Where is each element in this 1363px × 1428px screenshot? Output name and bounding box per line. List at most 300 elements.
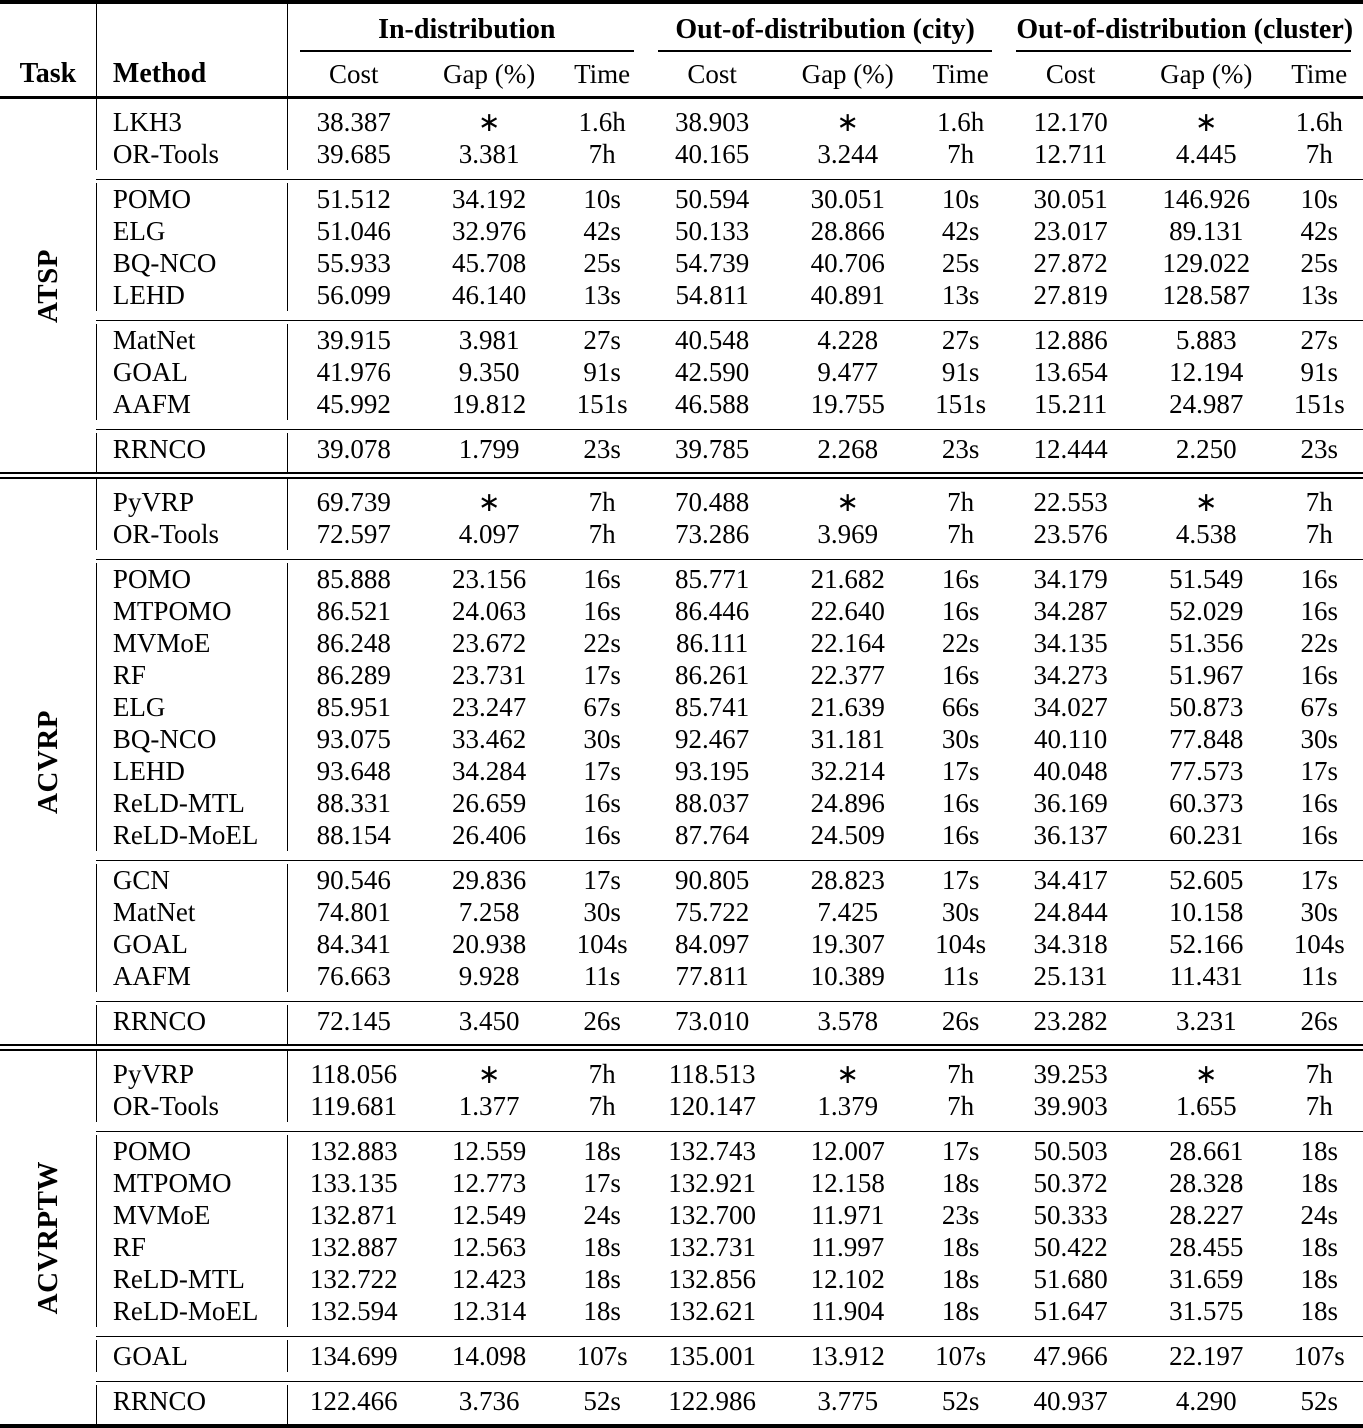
gap-value: 3.578 xyxy=(817,1006,879,1036)
time-value: 30s xyxy=(941,897,980,927)
rule-line xyxy=(96,1001,1363,1002)
cost-value: 34.135 xyxy=(1033,628,1108,658)
time-value: 27s xyxy=(583,325,621,355)
gap-value: 1.377 xyxy=(458,1091,520,1121)
gap-value: 29.836 xyxy=(452,865,527,895)
cost-value: 93.195 xyxy=(674,756,750,786)
method-name: RRNCO xyxy=(96,1385,287,1426)
cost-value: 132.856 xyxy=(668,1264,756,1294)
gap-value: 11.904 xyxy=(811,1296,885,1326)
gap-value: 77.573 xyxy=(1169,756,1244,786)
time-value: 26s xyxy=(583,1006,621,1036)
gap-column-header: Gap (%) xyxy=(1137,52,1276,98)
gap-value: 21.639 xyxy=(810,692,885,722)
gap-value: 12.158 xyxy=(810,1168,885,1198)
task-header-spacer xyxy=(0,2,96,52)
cost-value: 118.056 xyxy=(287,1050,420,1090)
task-label: ATSP xyxy=(31,248,64,323)
time-value: 18s xyxy=(941,1232,980,1262)
gap-value: ∗ xyxy=(836,487,859,517)
group-header-label: Out-of-distribution (city) xyxy=(658,6,993,52)
cost-value: 86.446 xyxy=(674,596,750,626)
rule-line xyxy=(96,1381,1363,1382)
cost-value: 135.001 xyxy=(668,1341,756,1371)
method-name: MatNet xyxy=(96,324,287,356)
cost-value: 86.248 xyxy=(287,627,420,659)
cost-value: 34.179 xyxy=(1033,564,1108,594)
gap-value: 23.672 xyxy=(452,628,527,658)
table-row xyxy=(0,928,1363,960)
table-row xyxy=(0,960,1363,992)
cost-value: 85.771 xyxy=(674,564,750,594)
gap-value: 4.290 xyxy=(1175,1386,1237,1416)
table-row xyxy=(0,1050,1363,1090)
gap-value: 40.891 xyxy=(810,280,885,310)
section-acvrp xyxy=(0,478,1363,1045)
cost-value: 74.801 xyxy=(287,896,420,928)
gap-value: 24.987 xyxy=(1169,389,1244,419)
section-atsp xyxy=(0,98,1363,474)
gap-value: 2.250 xyxy=(1175,434,1237,464)
gap-value: ∗ xyxy=(1194,487,1218,517)
time-value: 25s xyxy=(941,248,980,278)
gap-value: 3.736 xyxy=(458,1386,520,1416)
method-name: BQ-NCO xyxy=(96,723,287,755)
group-rule xyxy=(96,1122,1363,1135)
cost-value: 76.663 xyxy=(287,960,420,992)
method-name: ELG xyxy=(96,691,287,723)
method-name: GOAL xyxy=(96,356,287,388)
table-row xyxy=(0,1295,1363,1327)
task-cell xyxy=(0,98,96,474)
gap-value: 11.997 xyxy=(811,1232,885,1262)
gap-value: 24.063 xyxy=(452,596,527,626)
gap-value: 12.559 xyxy=(452,1136,527,1166)
cost-value: 40.110 xyxy=(1034,724,1108,754)
gap-value: 32.976 xyxy=(452,216,527,246)
table-row xyxy=(0,1135,1363,1167)
time-value: 16s xyxy=(941,660,980,690)
cost-value: 132.621 xyxy=(668,1296,756,1326)
group-rule-row xyxy=(0,311,1363,324)
time-value: 18s xyxy=(941,1296,980,1326)
cost-value: 86.289 xyxy=(287,659,420,691)
time-value: 13s xyxy=(1300,280,1339,310)
gap-value: 19.812 xyxy=(452,389,527,419)
table-row xyxy=(0,595,1363,627)
cost-value: 72.597 xyxy=(287,518,420,550)
time-value: 17s xyxy=(583,660,621,690)
time-value: 7h xyxy=(947,1059,975,1089)
time-value: 18s xyxy=(941,1168,980,1198)
time-value: 67s xyxy=(1300,692,1339,722)
method-name: GOAL xyxy=(96,1340,287,1372)
gap-value: 51.967 xyxy=(1169,660,1244,690)
gap-value: 3.775 xyxy=(817,1386,879,1416)
cost-value: 34.287 xyxy=(1033,596,1108,626)
time-value: 18s xyxy=(941,1264,980,1294)
gap-value: 23.247 xyxy=(452,692,527,722)
time-value: 27s xyxy=(1300,325,1339,355)
method-name: AAFM xyxy=(96,960,287,992)
table-row xyxy=(0,215,1363,247)
cost-value: 120.147 xyxy=(668,1091,756,1121)
method-name: ReLD-MTL xyxy=(96,1263,287,1295)
time-value: 10s xyxy=(941,184,980,214)
method-name: LKH3 xyxy=(96,98,287,139)
cost-value: 88.331 xyxy=(287,787,420,819)
time-value: 16s xyxy=(941,596,980,626)
time-value: 16s xyxy=(941,788,980,818)
time-value: 11s xyxy=(1301,961,1338,991)
group-header-label: In-distribution xyxy=(300,6,634,52)
gap-value: 1.655 xyxy=(1175,1091,1237,1121)
gap-value: 20.938 xyxy=(452,929,527,959)
method-name: OR-Tools xyxy=(96,518,287,550)
gap-value: 33.462 xyxy=(452,724,527,754)
time-value: 104s xyxy=(576,929,628,959)
time-value: 17s xyxy=(583,865,621,895)
method-header-spacer xyxy=(96,2,287,52)
column-header-row xyxy=(0,52,1363,98)
cost-value: 50.372 xyxy=(1033,1168,1108,1198)
group-rule xyxy=(96,851,1363,864)
cost-value: 25.131 xyxy=(1033,961,1108,991)
group-rule xyxy=(96,1372,1363,1385)
time-value: 7h xyxy=(1305,1059,1333,1089)
cost-value: 39.785 xyxy=(674,434,750,464)
time-value: 23s xyxy=(941,1200,980,1230)
table-row xyxy=(0,1090,1363,1122)
table-row xyxy=(0,755,1363,787)
cost-value: 132.871 xyxy=(287,1199,420,1231)
gap-value: 19.307 xyxy=(810,929,885,959)
cost-value: 15.211 xyxy=(1034,389,1108,419)
time-value: 66s xyxy=(941,692,980,722)
time-value: 25s xyxy=(1300,248,1339,278)
gap-value: 51.356 xyxy=(1169,628,1244,658)
time-value: 17s xyxy=(583,756,621,786)
cost-value: 77.811 xyxy=(675,961,749,991)
gap-value: 22.164 xyxy=(810,628,885,658)
time-value: 17s xyxy=(941,1136,980,1166)
table-row xyxy=(0,1199,1363,1231)
cost-value: 51.512 xyxy=(287,183,420,215)
time-value: 18s xyxy=(583,1136,621,1166)
cost-value: 39.915 xyxy=(287,324,420,356)
gap-value: 11.971 xyxy=(811,1200,885,1230)
time-value: 10s xyxy=(583,184,621,214)
time-value: 16s xyxy=(1300,820,1339,850)
cost-value: 27.819 xyxy=(1033,280,1108,310)
cost-value: 47.966 xyxy=(1033,1341,1108,1371)
gap-value: 24.509 xyxy=(810,820,885,850)
cost-value: 12.886 xyxy=(1033,325,1108,355)
gap-value: 46.140 xyxy=(452,280,527,310)
table-row xyxy=(0,183,1363,215)
method-name: OR-Tools xyxy=(96,138,287,170)
section-acvrptw xyxy=(0,1050,1363,1426)
cost-value: 54.739 xyxy=(674,248,750,278)
method-name: RF xyxy=(96,1231,287,1263)
group-rule-row xyxy=(0,170,1363,183)
time-value: 23s xyxy=(1300,434,1339,464)
time-value: 7h xyxy=(588,139,616,169)
gap-value: 4.445 xyxy=(1175,139,1237,169)
time-value: 52s xyxy=(583,1386,621,1416)
table-row xyxy=(0,279,1363,311)
gap-value: 40.706 xyxy=(810,248,885,278)
time-value: 30s xyxy=(1300,724,1339,754)
time-value: 104s xyxy=(935,929,987,959)
gap-value: ∗ xyxy=(836,107,859,137)
gap-value: 31.575 xyxy=(1169,1296,1244,1326)
cost-value: 23.017 xyxy=(1033,216,1108,246)
time-value: 13s xyxy=(941,280,980,310)
group-rule-row xyxy=(0,1122,1363,1135)
cost-value: 46.588 xyxy=(674,389,750,419)
gap-value: 12.102 xyxy=(810,1264,885,1294)
cost-value: 132.887 xyxy=(287,1231,420,1263)
cost-value: 69.739 xyxy=(287,478,420,518)
cost-value: 40.165 xyxy=(674,139,750,169)
cost-value: 40.048 xyxy=(1033,756,1108,786)
gap-value: 12.194 xyxy=(1169,357,1244,387)
cost-value: 90.546 xyxy=(287,864,420,896)
method-name: MTPOMO xyxy=(96,1167,287,1199)
cost-value: 88.154 xyxy=(287,819,420,851)
gap-value: 3.244 xyxy=(817,139,879,169)
gap-value: 52.166 xyxy=(1169,929,1244,959)
method-name: RF xyxy=(96,659,287,691)
time-value: 11s xyxy=(583,961,621,991)
cost-value: 51.046 xyxy=(287,215,420,247)
time-value: 16s xyxy=(1300,788,1339,818)
time-value: 16s xyxy=(941,820,980,850)
table-row xyxy=(0,324,1363,356)
gap-value: 12.773 xyxy=(452,1168,527,1198)
time-value: 7h xyxy=(1305,139,1333,169)
time-value: 18s xyxy=(1300,1264,1339,1294)
time-value: 7h xyxy=(947,487,975,517)
gap-value: 9.928 xyxy=(458,961,520,991)
time-value: 18s xyxy=(1300,1168,1339,1198)
time-value: 151s xyxy=(576,389,628,419)
group-rule-row xyxy=(0,851,1363,864)
gap-value: 26.659 xyxy=(452,788,527,818)
task-label: ACVRP xyxy=(31,709,64,814)
time-column-header: Time xyxy=(917,52,1004,98)
time-value: 16s xyxy=(583,788,621,818)
time-value: 1.6h xyxy=(937,107,985,137)
time-value: 18s xyxy=(1300,1296,1339,1326)
time-value: 24s xyxy=(583,1200,621,1230)
gap-value: 21.682 xyxy=(810,564,885,594)
cost-value: 50.333 xyxy=(1033,1200,1108,1230)
cost-value: 40.548 xyxy=(674,325,750,355)
gap-value: 28.823 xyxy=(810,865,885,895)
time-value: 13s xyxy=(583,280,621,310)
cost-value: 12.170 xyxy=(1033,107,1108,137)
method-name: MVMoE xyxy=(96,627,287,659)
method-name: BQ-NCO xyxy=(96,247,287,279)
time-value: 7h xyxy=(1305,1091,1333,1121)
time-value: 91s xyxy=(941,357,980,387)
cost-value: 92.467 xyxy=(674,724,750,754)
time-value: 16s xyxy=(1300,564,1339,594)
table-row xyxy=(0,691,1363,723)
cost-value: 27.872 xyxy=(1033,248,1108,278)
table-row xyxy=(0,356,1363,388)
method-name: MVMoE xyxy=(96,1199,287,1231)
method-name: RRNCO xyxy=(96,433,287,473)
gap-value: 4.538 xyxy=(1175,519,1237,549)
time-value: 7h xyxy=(588,1059,616,1089)
time-value: 67s xyxy=(583,692,621,722)
gap-value: 14.098 xyxy=(452,1341,527,1371)
cost-value: 87.764 xyxy=(674,820,750,850)
time-value: 7h xyxy=(947,519,975,549)
gap-value: 52.605 xyxy=(1169,865,1244,895)
time-value: 18s xyxy=(583,1264,621,1294)
time-value: 26s xyxy=(1300,1006,1339,1036)
time-value: 26s xyxy=(941,1006,980,1036)
table-row xyxy=(0,1385,1363,1426)
table-row xyxy=(0,98,1363,139)
gap-value: 5.883 xyxy=(1175,325,1237,355)
cost-value: 73.010 xyxy=(674,1006,750,1036)
cost-value: 118.513 xyxy=(668,1059,756,1089)
gap-value: 129.022 xyxy=(1162,248,1251,278)
cost-value: 84.097 xyxy=(674,929,750,959)
gap-value: ∗ xyxy=(477,107,501,137)
gap-value: 7.425 xyxy=(817,897,879,927)
time-value: 16s xyxy=(1300,596,1339,626)
gap-value: 3.969 xyxy=(817,519,879,549)
cost-value: 54.811 xyxy=(675,280,749,310)
method-name: ReLD-MoEL xyxy=(96,1295,287,1327)
cost-value: 34.417 xyxy=(1033,865,1108,895)
time-value: 52s xyxy=(1300,1386,1339,1416)
cost-column-header: Cost xyxy=(646,52,779,98)
gap-value: 12.549 xyxy=(452,1200,527,1230)
cost-value: 23.282 xyxy=(1033,1006,1108,1036)
table-row xyxy=(0,478,1363,518)
time-value: 16s xyxy=(941,564,980,594)
gap-value: 45.708 xyxy=(452,248,527,278)
gap-value: 4.228 xyxy=(817,325,879,355)
method-name: GOAL xyxy=(96,928,287,960)
time-value: 107s xyxy=(935,1341,987,1371)
time-value: 107s xyxy=(576,1341,628,1371)
time-value: 10s xyxy=(1300,184,1339,214)
cost-value: 51.680 xyxy=(1033,1264,1108,1294)
time-value: 1.6h xyxy=(578,107,626,137)
method-name: AAFM xyxy=(96,388,287,420)
gap-value: 11.431 xyxy=(1169,961,1243,991)
gap-value: 34.284 xyxy=(452,756,527,786)
time-value: 7h xyxy=(947,1091,975,1121)
cost-value: 84.341 xyxy=(287,928,420,960)
time-value: 151s xyxy=(1293,389,1345,419)
time-value: 17s xyxy=(941,865,980,895)
task-column-header: Task xyxy=(0,52,96,98)
rule-line xyxy=(96,1131,1363,1132)
table-row xyxy=(0,1167,1363,1199)
gap-value: 60.231 xyxy=(1169,820,1244,850)
cost-value: 38.387 xyxy=(287,98,420,139)
time-value: 16s xyxy=(583,564,621,594)
table-row xyxy=(0,864,1363,896)
gap-value: 28.661 xyxy=(1169,1136,1244,1166)
group-rule-row xyxy=(0,420,1363,433)
cost-value: 39.078 xyxy=(287,433,420,473)
cost-value: 22.553 xyxy=(1033,487,1108,517)
time-value: 24s xyxy=(1300,1200,1339,1230)
cost-value: 56.099 xyxy=(287,279,420,311)
table-row xyxy=(0,896,1363,928)
time-value: 52s xyxy=(941,1386,980,1416)
cost-value: 86.521 xyxy=(287,595,420,627)
gap-value: 9.477 xyxy=(817,357,879,387)
method-name: POMO xyxy=(96,563,287,595)
cost-value: 132.731 xyxy=(668,1232,756,1262)
cost-value: 39.253 xyxy=(1033,1059,1108,1089)
time-value: 16s xyxy=(583,820,621,850)
gap-value: 50.873 xyxy=(1169,692,1244,722)
gap-value: 3.231 xyxy=(1175,1006,1237,1036)
gap-value: 23.731 xyxy=(452,660,527,690)
table-row xyxy=(0,247,1363,279)
cost-column-header: Cost xyxy=(287,52,420,98)
time-value: 16s xyxy=(1300,660,1339,690)
group-rule xyxy=(96,1327,1363,1340)
gap-value: 51.549 xyxy=(1169,564,1244,594)
group-rule xyxy=(96,311,1363,324)
cost-value: 30.051 xyxy=(1033,184,1108,214)
cost-value: 39.685 xyxy=(287,138,420,170)
gap-value: 12.423 xyxy=(452,1264,527,1294)
cost-value: 132.700 xyxy=(668,1200,756,1230)
time-value: 11s xyxy=(942,961,979,991)
method-name: MTPOMO xyxy=(96,595,287,627)
cost-value: 45.992 xyxy=(287,388,420,420)
cost-value: 50.133 xyxy=(674,216,750,246)
cost-value: 24.844 xyxy=(1033,897,1108,927)
time-value: 18s xyxy=(583,1296,621,1326)
gap-value: 19.755 xyxy=(810,389,885,419)
time-value: 23s xyxy=(941,434,980,464)
group-header-ood-city xyxy=(646,2,1005,52)
cost-value: 50.594 xyxy=(674,184,750,214)
time-value: 91s xyxy=(1300,357,1339,387)
cost-value: 93.648 xyxy=(287,755,420,787)
gap-value: 12.314 xyxy=(452,1296,527,1326)
time-value: 22s xyxy=(1300,628,1339,658)
cost-value: 133.135 xyxy=(287,1167,420,1199)
cost-value: 55.933 xyxy=(287,247,420,279)
time-value: 17s xyxy=(583,1168,621,1198)
time-value: 30s xyxy=(941,724,980,754)
gap-value: 77.848 xyxy=(1169,724,1244,754)
cost-value: 88.037 xyxy=(674,788,750,818)
table-row xyxy=(0,1231,1363,1263)
group-header-row xyxy=(0,2,1363,52)
cost-value: 12.444 xyxy=(1033,434,1108,464)
gap-value: ∗ xyxy=(477,487,501,517)
gap-value: ∗ xyxy=(477,1059,501,1089)
table-row xyxy=(0,433,1363,473)
